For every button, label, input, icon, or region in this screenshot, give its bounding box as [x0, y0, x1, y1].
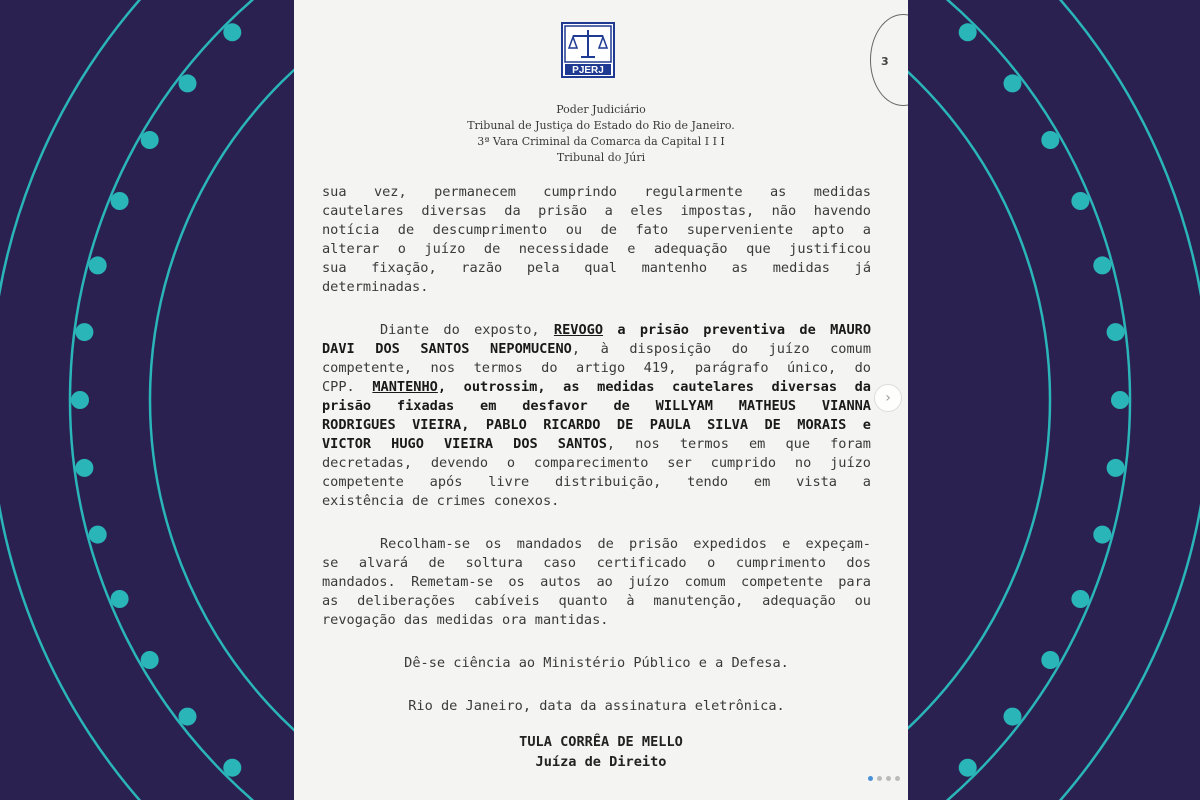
text-line: revogação das medidas ora mantidas.	[322, 612, 609, 628]
text-line: VICTOR HUGO VIEIRA DOS SANTOS, nos termos em que foram	[322, 436, 871, 452]
header-line: Tribunal do Júri	[556, 151, 646, 164]
text-line: sua fixação, razão pela qual mantenho as medidas já	[322, 260, 871, 276]
carousel-dot[interactable]	[868, 776, 873, 781]
decorative-dot	[1071, 590, 1089, 608]
text-line: mandados. Remetam-se os autos ao juízo comum competente para	[322, 574, 871, 590]
paragraph-measures	[322, 183, 871, 297]
decorative-dot	[1107, 323, 1125, 341]
text-line: alterar o juízo de necessidade e adequação que justificou	[322, 241, 871, 257]
carousel-dots	[868, 776, 900, 781]
decorative-dot	[89, 256, 107, 274]
decorative-dot	[1093, 526, 1111, 544]
decorative-dot	[1111, 391, 1129, 409]
decorative-dot	[223, 759, 241, 777]
header-line: Tribunal de Justiça do Estado do Rio de Janeiro.	[467, 119, 735, 132]
decorative-dot	[111, 192, 129, 210]
text-line: competente, nos termos do artigo 419, parágrafo único, do	[322, 360, 871, 376]
paragraph-date	[322, 697, 871, 716]
text-line: Diante do exposto, REVOGO a prisão preventiva de MAURO	[380, 322, 872, 338]
text-line: as deliberações cabíveis quanto à manutenção, adequação ou	[322, 593, 871, 609]
decorative-dot	[1004, 708, 1022, 726]
decorative-dot	[111, 590, 129, 608]
decorative-dot	[1041, 651, 1059, 669]
text-line: notícia de descumprimento ou de fato superveniente apto a	[322, 222, 871, 238]
text-line: competente após livre distribuição, tendo em vista a	[322, 474, 871, 490]
decorative-dot	[959, 759, 977, 777]
paragraph-warrants	[322, 535, 871, 630]
decorative-dot	[1071, 192, 1089, 210]
text-line: prisão fixadas em desfavor de WILLYAM MATHEUS VIANNA	[322, 398, 871, 414]
decorative-dot	[179, 74, 197, 92]
paragraph-decision	[322, 321, 871, 511]
text-line: decretadas, devendo o comparecimento ser cumprido no juízo	[322, 455, 871, 471]
signature-name: TULA CORRÊA DE MELLO	[519, 734, 683, 750]
stamp-number: 3	[881, 55, 889, 68]
signature-title: Juíza de Direito	[535, 754, 667, 770]
document-body	[322, 183, 871, 740]
decorative-dot	[71, 391, 89, 409]
text-line: se alvará de soltura caso certificado o cumprimento dos	[322, 555, 871, 571]
text-line: Dê-se ciência ao Ministério Público e a Defesa.	[404, 655, 789, 671]
logo-text: PJERJ	[572, 65, 604, 76]
carousel-next-button[interactable]	[874, 384, 902, 412]
court-header	[294, 102, 908, 166]
decorative-dot	[1041, 131, 1059, 149]
decorative-dot	[223, 23, 241, 41]
header-line: 3ª Vara Criminal da Comarca da Capital I I I	[477, 135, 725, 148]
carousel-dot[interactable]	[877, 776, 882, 781]
decorative-dot	[141, 131, 159, 149]
document-page	[294, 0, 908, 800]
decorative-dot	[75, 323, 93, 341]
text-line: Recolham-se os mandados de prisão expedidos e expeçam-	[380, 536, 871, 552]
decorative-dot	[1004, 74, 1022, 92]
decorative-dot	[1093, 256, 1111, 274]
carousel-dot[interactable]	[895, 776, 900, 781]
paragraph-notice	[322, 654, 871, 673]
text-line: CPP. MANTENHO, outrossim, as medidas cautelares diversas da	[322, 379, 871, 395]
decorative-dot	[179, 708, 197, 726]
header-line: Poder Judiciário	[556, 103, 646, 116]
text-line: determinadas.	[322, 279, 429, 295]
decorative-dot	[1107, 459, 1125, 477]
signature-block	[294, 732, 908, 772]
text-line: DAVI DOS SANTOS NEPOMUCENO, à disposição do juízo comum	[322, 341, 872, 357]
text-line: cautelares diversas da prisão a eles impostas, não havendo	[322, 203, 871, 219]
text-line: RODRIGUES VIEIRA, PABLO RICARDO DE PAULA SILVA DE MORAIS e	[322, 417, 871, 433]
text-line: sua vez, permanecem cumprindo regularmente as medidas	[322, 184, 871, 200]
decorative-dot	[959, 23, 977, 41]
carousel-dot[interactable]	[886, 776, 891, 781]
chevron-right-icon: ›	[885, 390, 891, 406]
decorative-dot	[89, 526, 107, 544]
text-line: Rio de Janeiro, data da assinatura eletrônica.	[408, 698, 785, 714]
decorative-dot	[75, 459, 93, 477]
text-line: existência de crimes conexos.	[322, 493, 560, 509]
decorative-dot	[141, 651, 159, 669]
seal-stamp	[870, 14, 908, 106]
pjerj-logo	[561, 22, 615, 78]
